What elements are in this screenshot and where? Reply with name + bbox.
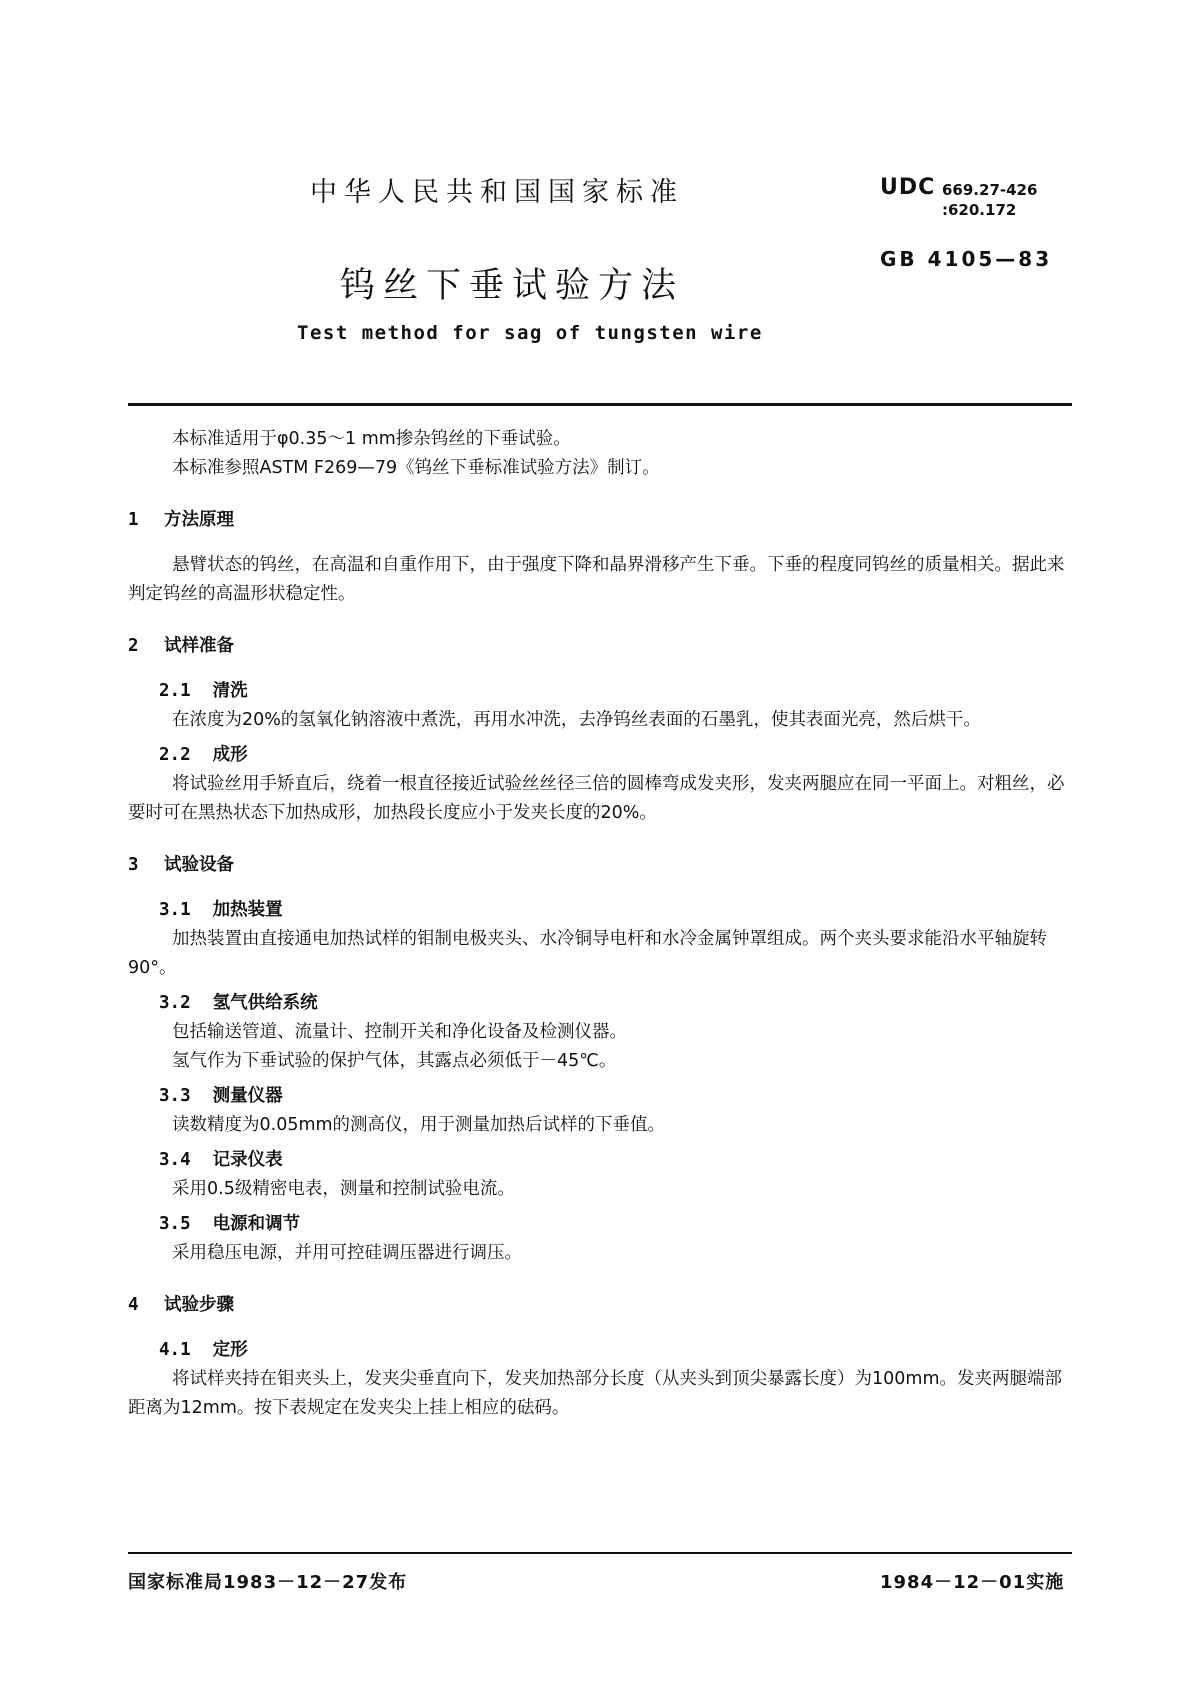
section-heading [128, 1291, 1072, 1320]
section-paragraph: 将试验丝用手矫直后，绕着一根直径接近试验丝丝径三倍的圆棒弯成发夹形，发夹两腿应在同一平面上。对粗丝，必要时可在黑热状态下加热成形，加热段长度应小于发夹长度的20%。 [128, 774, 1065, 823]
subsection-title: 清洗 [212, 681, 248, 701]
subsection-title: 加热装置 [212, 900, 283, 920]
subsection-title: 定形 [212, 1340, 248, 1360]
subsection-number: 3.5 [159, 1214, 191, 1234]
subsection-heading [128, 1336, 1072, 1365]
section-paragraph: 采用稳压电源，并用可控硅调压器进行调压。 [172, 1243, 522, 1263]
subsection-number: 3.4 [159, 1150, 191, 1170]
section-title: 方法原理 [164, 510, 234, 530]
subsection-title: 电源和调节 [212, 1214, 301, 1234]
section-title: 试验步骤 [164, 1295, 234, 1315]
subsection-heading [128, 677, 1072, 706]
section-paragraph: 包括输送管道、流量计、控制开关和净化设备及检测仪器。 [172, 1022, 627, 1042]
intro-paragraph: 本标准参照ASTM F269—79《钨丝下垂标准试验方法》制订。 [172, 458, 660, 478]
udc-code [880, 175, 1038, 219]
section-paragraph: 读数精度为0.05mm的测高仪，用于测量加热后试样的下垂值。 [172, 1115, 666, 1135]
title-english: Test method for sag of tungsten wire [297, 322, 763, 344]
section-paragraph: 在浓度为20%的氢氧化钠溶液中煮洗，再用水冲洗，去净钨丝表面的石墨乳，使其表面光亮，然后烘干。 [172, 710, 981, 730]
subsection-heading [128, 1210, 1072, 1239]
section-paragraph: 悬臂状态的钨丝，在高温和自重作用下，由于强度下降和晶界滑移产生下垂。下垂的程度同钨丝的质量相关。据此来判定钨丝的高温形状稳定性。 [128, 555, 1065, 604]
udc-line-1: 669.27-426 [942, 181, 1038, 199]
udc-label: UDC [880, 175, 936, 200]
section-paragraph: 采用0.5级精密电表，测量和控制试验电流。 [172, 1179, 515, 1199]
subsection-title: 成形 [212, 745, 248, 765]
subsection-number: 2.1 [159, 681, 191, 701]
standard-name: 中华人民共和国国家标准 [310, 177, 684, 208]
intro-paragraph: 本标准适用于φ0.35～1 mm掺杂钨丝的下垂试验。 [172, 429, 571, 449]
subsection-number: 2.2 [159, 745, 191, 765]
issue-date: 国家标准局1983－12－27发布 [128, 1572, 408, 1593]
subsection-number: 4.1 [159, 1340, 191, 1360]
section-paragraph: 加热装置由直接通电加热试样的钼制电极夹头、水冷铜导电杆和水冷金属钟罩组成。两个夹头要求能沿水平轴旋转90°。 [128, 929, 1047, 978]
section-heading [128, 506, 1072, 535]
subsection-number: 3.2 [159, 993, 191, 1013]
section-number: 4 [128, 1295, 139, 1315]
subsection-number: 3.1 [159, 900, 191, 920]
section-heading [128, 632, 1072, 661]
title-chinese: 钨丝下垂试验方法 [340, 266, 685, 306]
document-body [128, 425, 1072, 1423]
subsection-heading [128, 989, 1072, 1018]
subsection-heading [128, 1082, 1072, 1111]
subsection-heading [128, 896, 1072, 925]
section-paragraph: 氢气作为下垂试验的保护气体，其露点必须低于－45℃。 [172, 1051, 617, 1071]
section-number: 1 [128, 510, 139, 530]
section-title: 试样准备 [164, 636, 234, 656]
subsection-heading [128, 741, 1072, 770]
subsection-title: 氢气供给系统 [212, 993, 318, 1013]
footer-divider [128, 1552, 1072, 1554]
section-title: 试验设备 [164, 855, 234, 875]
udc-line-2: :620.172 [942, 201, 1017, 219]
subsection-title: 记录仪表 [212, 1150, 283, 1170]
section-number: 2 [128, 636, 139, 656]
gb-number: GB 4105—83 [880, 247, 1053, 271]
section-heading [128, 851, 1072, 880]
subsection-title: 测量仪器 [212, 1086, 283, 1106]
subsection-heading [128, 1146, 1072, 1175]
section-number: 3 [128, 855, 139, 875]
header-divider [128, 403, 1072, 406]
effective-date: 1984－12－01实施 [880, 1572, 1065, 1593]
section-paragraph: 将试样夹持在钼夹头上，发夹尖垂直向下，发夹加热部分长度（从夹头到顶尖暴露长度）为100mm。发夹两腿端部距离为12mm。按下表规定在发夹尖上挂上相应的砝码。 [128, 1369, 1062, 1418]
subsection-number: 3.3 [159, 1086, 191, 1106]
